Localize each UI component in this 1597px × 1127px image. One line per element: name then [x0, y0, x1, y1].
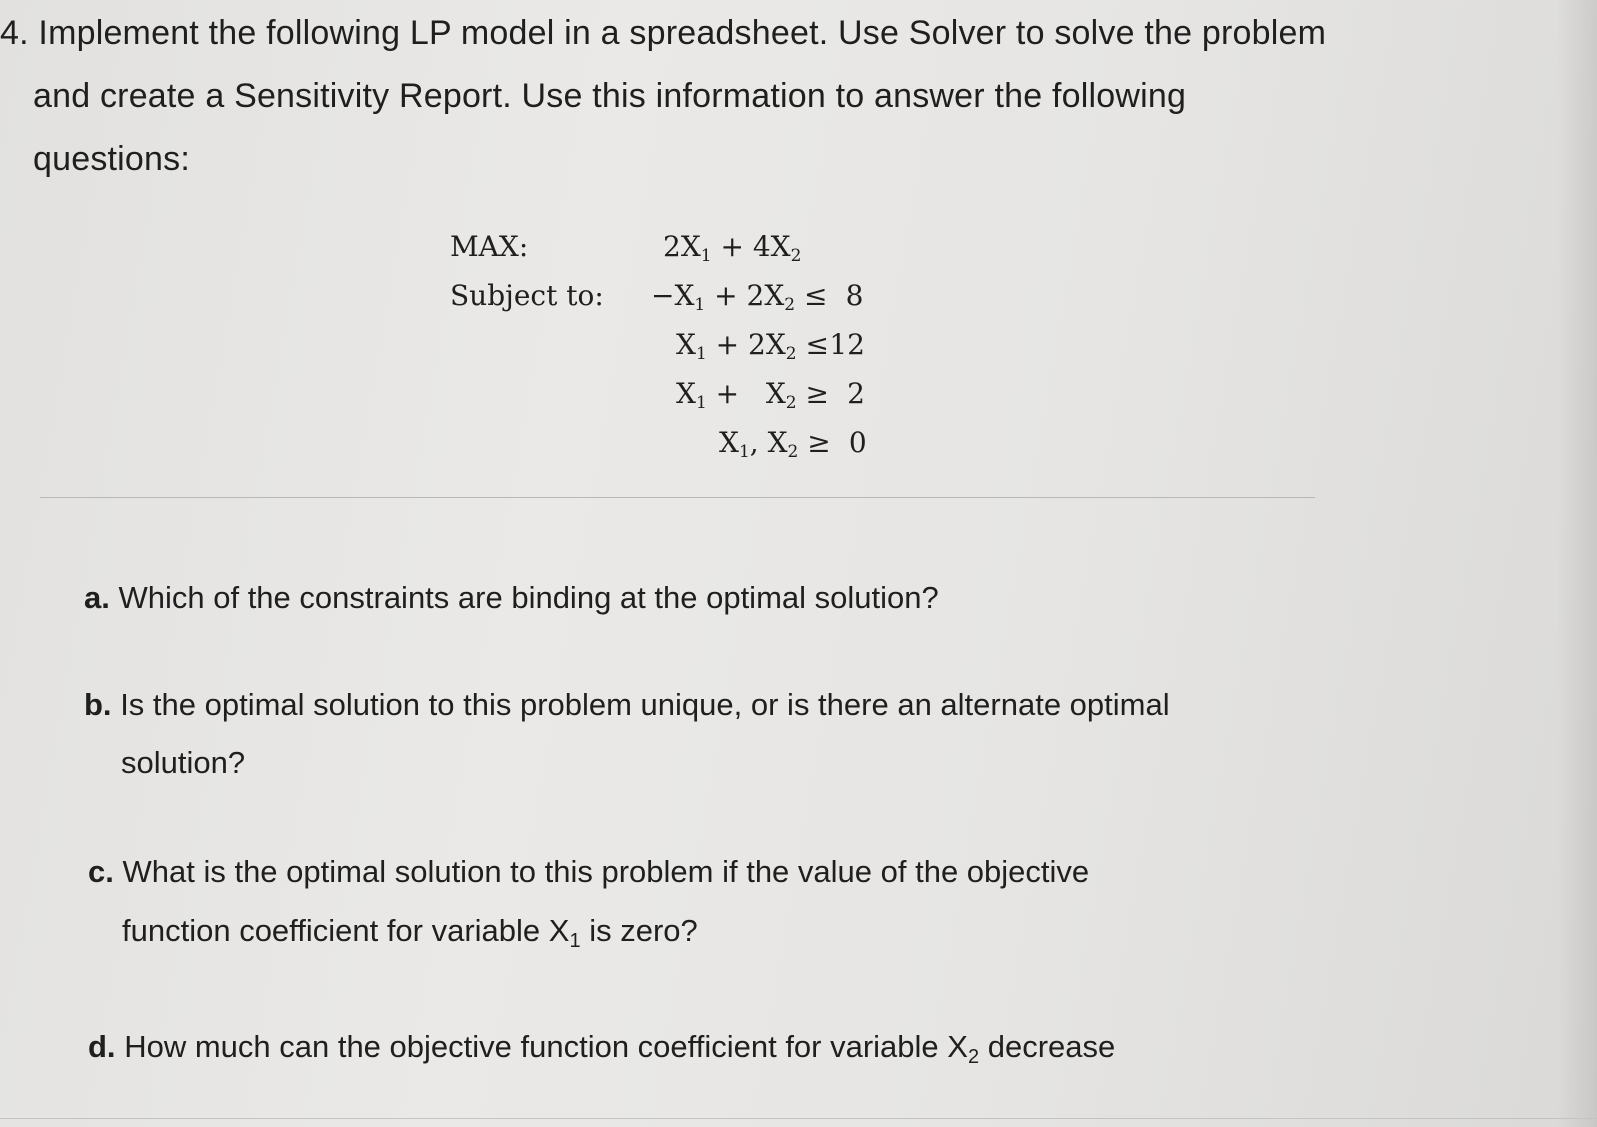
- question-a-letter: a.: [84, 580, 110, 615]
- constraint-2: $X_1 + 2X_2 \le 12$: [676, 328, 865, 364]
- question-b: [84, 687, 1170, 723]
- problem-intro-line-3: questions:: [33, 140, 190, 178]
- question-b-letter: b.: [84, 687, 112, 722]
- objective-label: MAX:: [450, 230, 529, 263]
- problem-intro-line-1: [0, 14, 1326, 53]
- question-a: [84, 580, 939, 616]
- constraint-3: $X_1 + X_2 \ge 2$: [676, 377, 865, 413]
- question-c-text: What is the optimal solution to this problem if the value of the objective: [122, 854, 1090, 889]
- constraints-label: Subject to:: [450, 279, 604, 312]
- question-c: [88, 854, 1089, 890]
- bottom-rule: [0, 1118, 1597, 1119]
- page-shadow: [1557, 0, 1597, 1127]
- question-c-continued: function coefficient for variable $X_1$ is zero?: [122, 913, 698, 952]
- objective-function: $2X_1 + 4X_2$: [663, 230, 802, 266]
- question-b-text: Is the optimal solution to this problem unique, or is there an alternate optimal: [120, 687, 1170, 722]
- question-a-text: Which of the constraints are binding at the optimal solution?: [118, 580, 939, 615]
- question-d-letter: d.: [88, 1029, 116, 1064]
- problem-intro-line-2: and create a Sensitivity Report. Use this information to answer the following: [33, 77, 1187, 115]
- question-b-continued: solution?: [121, 745, 246, 780]
- section-divider: [40, 497, 1315, 498]
- intro-text-1: Implement the following LP model in a spreadsheet. Use Solver to solve the problem: [38, 14, 1327, 52]
- question-c-letter: c.: [88, 854, 114, 889]
- problem-number: 4.: [0, 14, 29, 52]
- question-d-text: How much can the objective function coefficient for variable $X_2$ decrease: [124, 1029, 1116, 1068]
- nonnegativity-constraint: $X_1$, $X_2 \ge 0$: [719, 426, 867, 462]
- question-d: [88, 1029, 1115, 1069]
- constraint-1: $-X_1 + 2X_2 \le 8$: [651, 279, 864, 315]
